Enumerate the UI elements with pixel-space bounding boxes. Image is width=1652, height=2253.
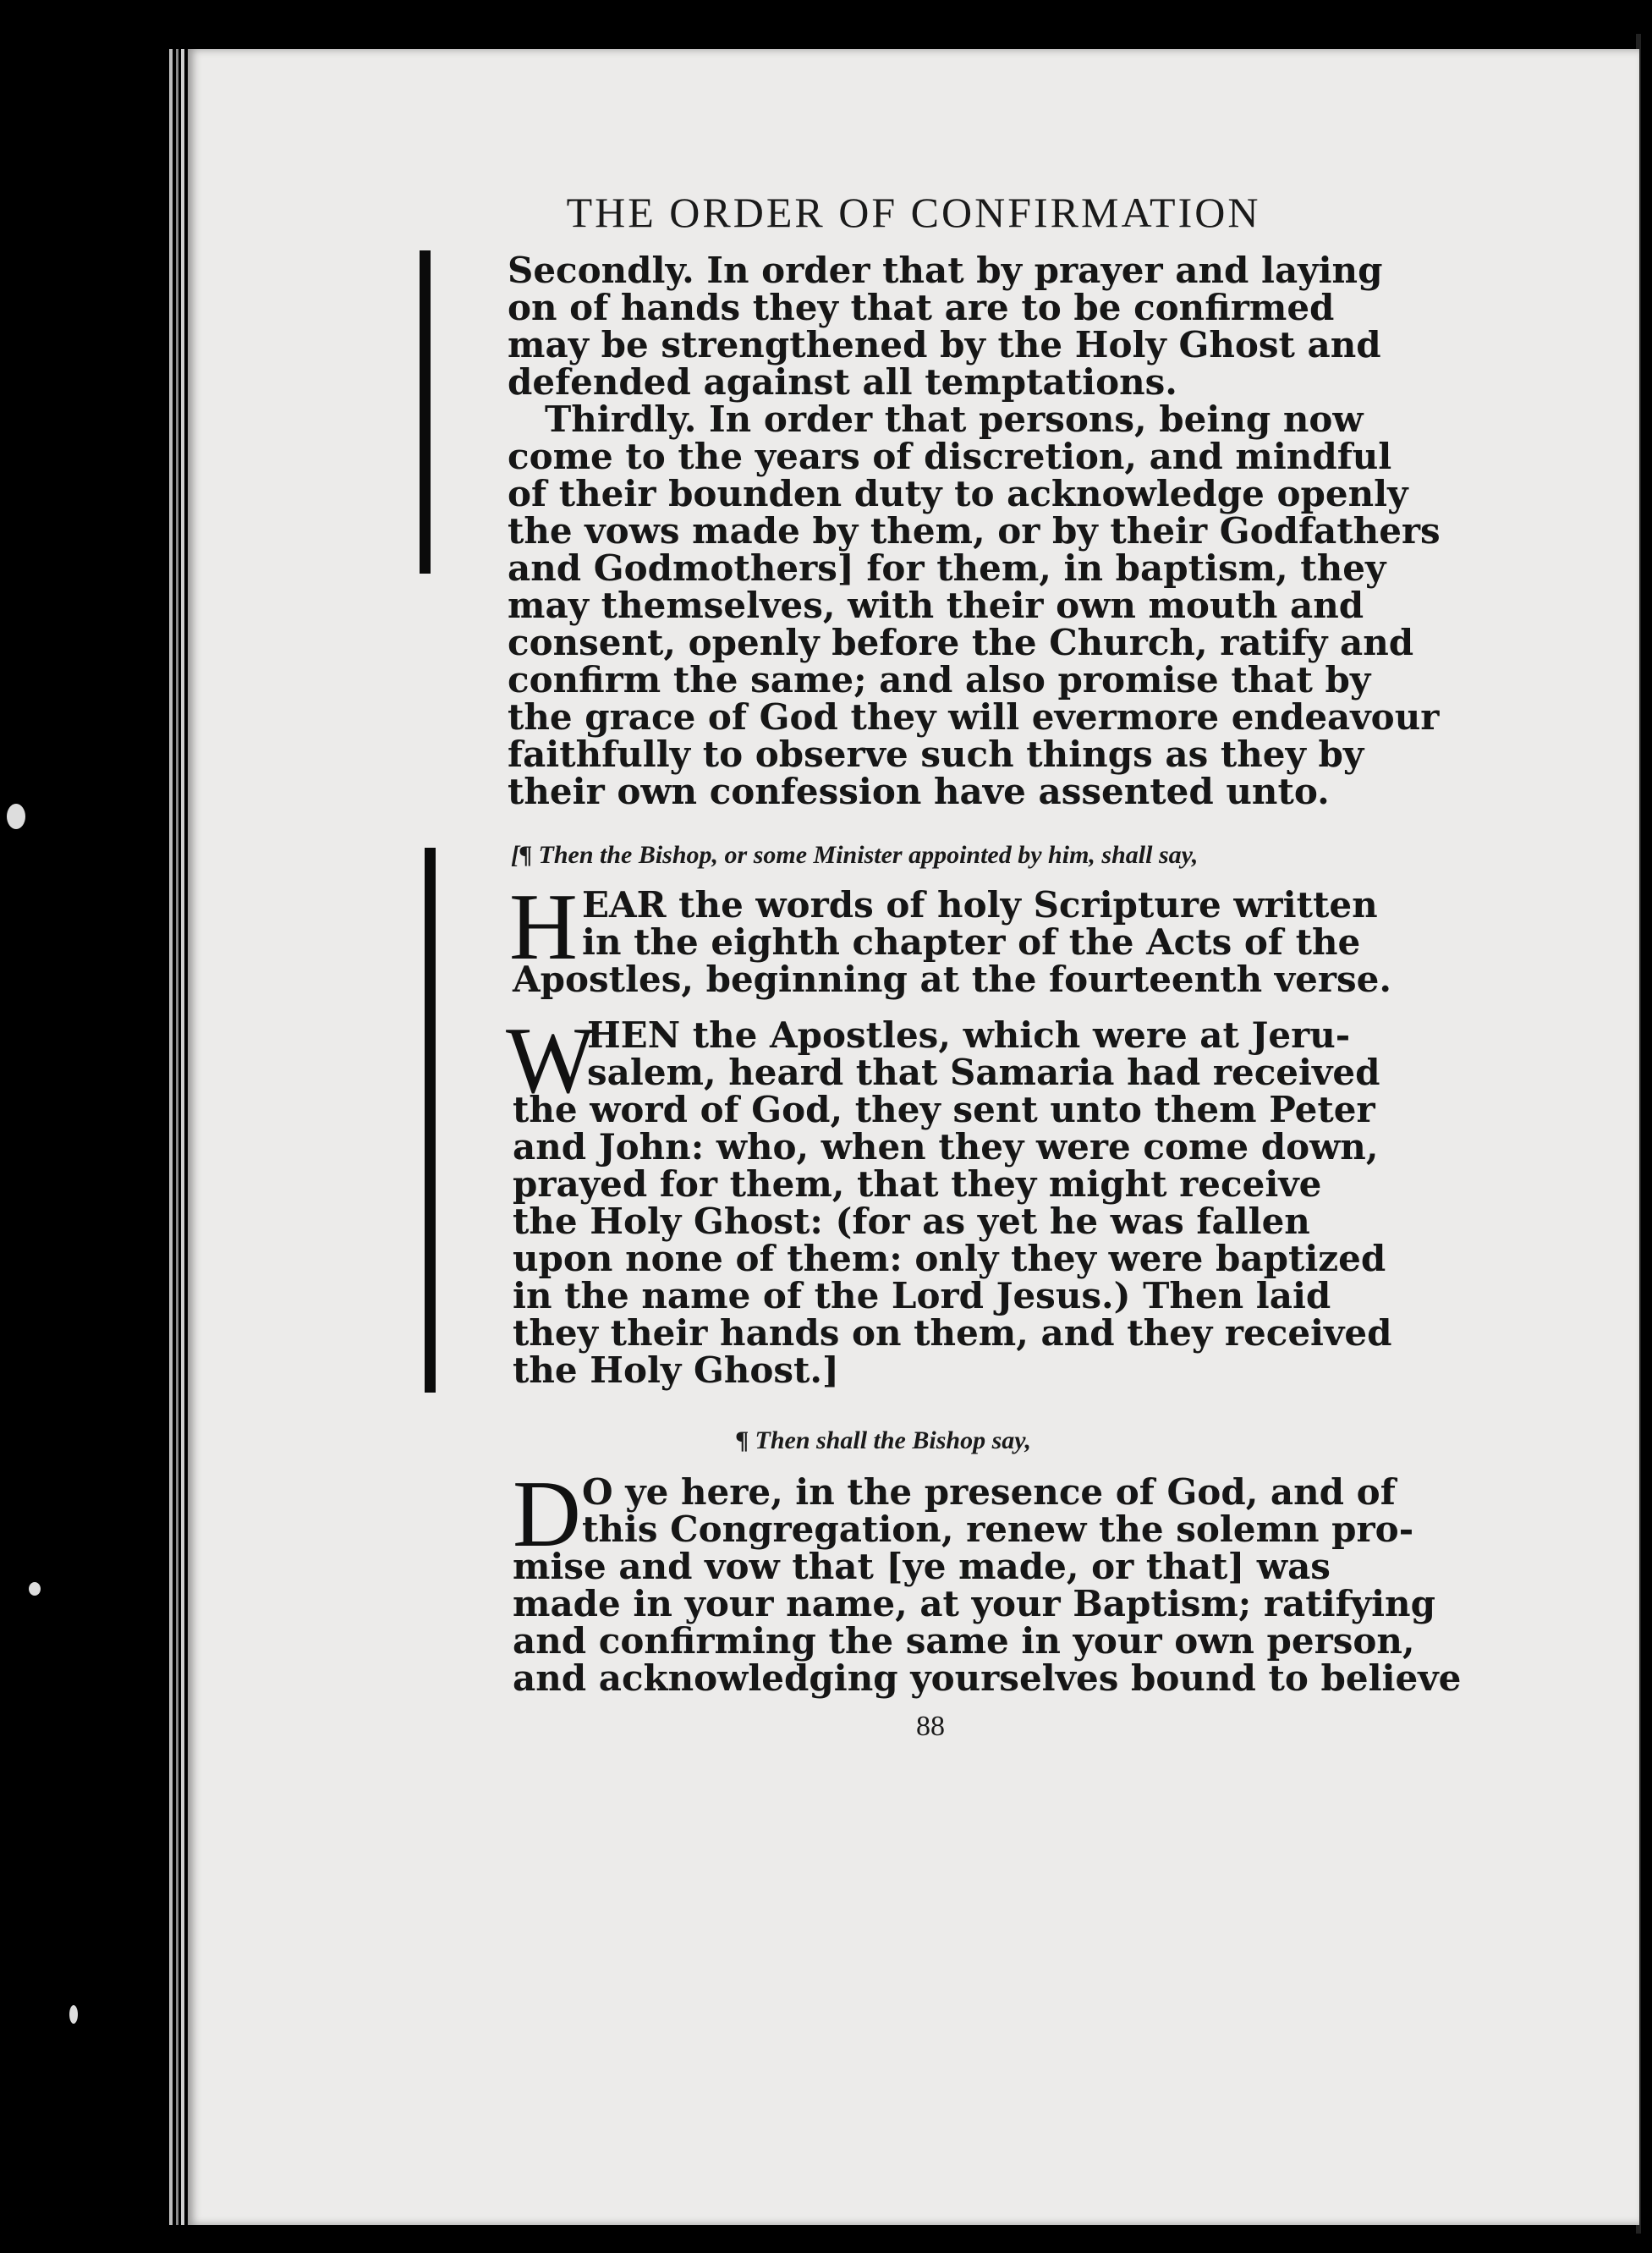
- text-line: in the eighth chapter of the Acts of the: [582, 921, 1361, 963]
- text-line: mise and vow that [ye made, or that] was: [513, 1546, 1331, 1587]
- paragraph-hear-the-words: [513, 884, 1391, 1000]
- drop-cap: D: [513, 1462, 581, 1567]
- text-line: the grace of God they will evermore endeavour: [508, 696, 1440, 738]
- text-line: their own confession have assented unto.: [508, 771, 1330, 812]
- text-line: they their hands on them, and they received: [513, 1312, 1392, 1354]
- drop-cap: W: [506, 1008, 595, 1113]
- text-line: in the name of the Lord Jesus.) Then laid: [513, 1275, 1331, 1316]
- text-line: EAR the words of holy Scripture written: [582, 884, 1378, 926]
- text-line: may themselves, with their own mouth and: [508, 585, 1364, 626]
- text-line: consent, openly before the Church, ratify and: [508, 622, 1414, 663]
- paragraph-bishop-question: [513, 1462, 1462, 1699]
- page-gutter-line: [176, 49, 178, 2225]
- text-line: may be strengthened by the Holy Ghost and: [508, 324, 1381, 365]
- text-line: of their bounden duty to acknowledge openly: [508, 473, 1408, 514]
- text-line: prayed for them, that they might receive: [513, 1163, 1322, 1205]
- page-gutter-line: [169, 49, 173, 2225]
- text-line: O ye here, in the presence of God, and of: [582, 1471, 1396, 1513]
- change-bar: [420, 250, 431, 574]
- text-line: Apostles, beginning at the fourteenth verse.: [513, 959, 1391, 1000]
- text-line: and acknowledging yourselves bound to believe: [513, 1657, 1462, 1699]
- text-line: Thirdly. In order that persons, being now: [545, 398, 1364, 440]
- paragraph-secondly-thirdly: [508, 252, 1441, 811]
- text-line: and confirming the same in your own person,: [513, 1620, 1415, 1662]
- scan-speck: [7, 804, 25, 829]
- text-line: the vows made by them, or by their Godfathers: [508, 510, 1441, 552]
- text-line: on of hands they that are to be confirmed: [508, 287, 1335, 328]
- text-line: come to the years of discretion, and mindful: [508, 436, 1392, 477]
- text-line: upon none of them: only they were baptized: [513, 1238, 1386, 1279]
- page-gutter-line: [181, 49, 184, 2225]
- text-line: faithfully to observe such things as they by: [508, 734, 1364, 775]
- scan-speck: [69, 2005, 78, 2024]
- text-line: HEN the Apostles, which were at Jeru-: [587, 1014, 1351, 1056]
- text-line: the Holy Ghost: (for as yet he was fallen: [513, 1201, 1310, 1242]
- change-bar: [425, 848, 436, 1393]
- text-line: and Godmothers] for them, in baptism, they: [508, 547, 1386, 589]
- text-line: this Congregation, renew the solemn pro-: [582, 1508, 1414, 1550]
- rubric-instruction: ¶ Then shall the Bishop say,: [736, 1426, 1031, 1454]
- text-line: made in your name, at your Baptism; ratifying: [513, 1583, 1435, 1624]
- text-line: defended against all temptations.: [508, 361, 1177, 403]
- text-line: confirm the same; and also promise that by: [508, 659, 1371, 701]
- text-line: the Holy Ghost.]: [513, 1349, 839, 1391]
- page-number: 88: [916, 1711, 945, 1742]
- drop-cap: H: [509, 875, 578, 980]
- text-line: and John: who, when they were come down,: [513, 1126, 1379, 1168]
- scan-speck: [29, 1582, 41, 1596]
- rubric-instruction: [¶ Then the Bishop, or some Minister appointed by him, shall say,: [511, 841, 1199, 869]
- text-line: salem, heard that Samaria had received: [587, 1052, 1380, 1093]
- paragraph-acts-reading: [513, 1014, 1392, 1391]
- text-line: the word of God, they sent unto them Peter: [513, 1089, 1375, 1130]
- page-title: THE ORDER OF CONFIRMATION: [566, 189, 1261, 236]
- text-line: Secondly. In order that by prayer and laying: [508, 250, 1383, 291]
